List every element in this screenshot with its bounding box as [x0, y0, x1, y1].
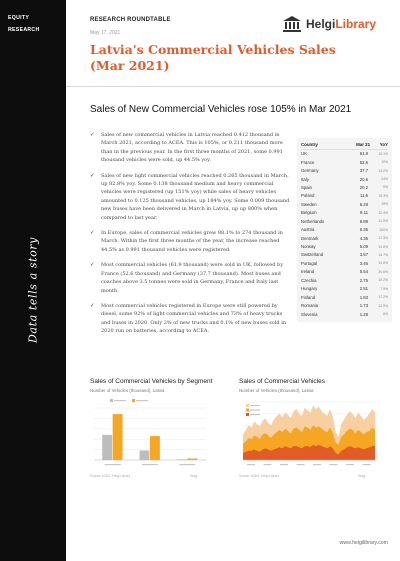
- table-row: [301, 175, 388, 183]
- category-label: [179, 464, 195, 465]
- sidebar-tagline: Data tells a story: [26, 237, 40, 343]
- country-cell: Slovenia: [301, 311, 318, 317]
- value-cell: 2.75: [359, 277, 369, 283]
- country-cell: Hungary: [301, 286, 318, 292]
- country-cell: Switzerland: [301, 252, 324, 258]
- report-title: [90, 42, 336, 74]
- table-body: [301, 150, 388, 319]
- value-cell: 8.89: [359, 218, 369, 224]
- country-cell: Poland: [301, 193, 315, 199]
- country-cell: Italy: [301, 176, 309, 182]
- check-icon: ✓: [90, 230, 95, 237]
- column-header-yoy: YoY: [370, 141, 388, 150]
- table-row: [301, 259, 388, 267]
- bullet-item: [90, 261, 293, 295]
- value-cell: 3.57: [359, 252, 369, 258]
- table-row: [301, 310, 388, 318]
- x-tick-label: [297, 464, 305, 465]
- chart-right-logo: Helgi: [358, 474, 366, 478]
- yoy-cell: 12.4%: [378, 210, 388, 215]
- legend-swatch: [246, 413, 249, 416]
- yoy-cell: 20.6%: [378, 269, 388, 274]
- bullet-text: In Europe, sales of commercial vehicles grew 88.1% to 274 thousand in March. Within the first three months of the year, the increase reached 44.5% as 0.991 thousand vehicles were registered.: [101, 230, 283, 253]
- value-cell: 5.09: [359, 244, 369, 250]
- country-cell: Romania: [301, 303, 319, 309]
- country-cell: Netherlands: [301, 218, 325, 224]
- value-cell: 11.6: [360, 193, 369, 199]
- legend-swatch: [110, 399, 113, 402]
- table-row: [301, 234, 388, 242]
- bullet-item: [90, 172, 293, 222]
- value-cell: 6.28: [359, 201, 369, 207]
- logo-wordmark: [306, 17, 376, 31]
- country-cell: Spain: [301, 184, 312, 190]
- bullet-item: [90, 131, 293, 165]
- yoy-cell: 9%: [383, 185, 388, 190]
- category-label: [142, 464, 158, 465]
- yoy-cell: 100%: [379, 227, 388, 232]
- category-label: [105, 464, 121, 465]
- value-cell: 6.35: [359, 227, 369, 233]
- bullet-text: Most commercial vehicles (61.9 thousand) were sold in UK, followed by France (52.6 thousand) and Germany (37.7 thousand). Most buses and coaches above 3.5 tonnes were sold in Germany, France and Italy last month.: [101, 262, 284, 294]
- country-cell: Finland: [301, 294, 316, 300]
- yoy-cell: 10.2%: [378, 278, 388, 283]
- check-icon: ✓: [90, 172, 95, 179]
- yoy-cell: 12.9%: [378, 303, 388, 308]
- sidebar: [0, 0, 66, 561]
- bar: [113, 414, 123, 460]
- legend-label: [250, 410, 260, 411]
- country-cell: Germany: [301, 168, 319, 174]
- chart-right-subtitle: Number of Vehicles (thousand), Latvia: [239, 388, 314, 393]
- chart-left-title: Sales of Commercial Vehicles by Segment: [90, 378, 213, 385]
- table-row: [301, 217, 388, 225]
- bar: [140, 450, 150, 460]
- legend-label: [250, 405, 260, 406]
- bullet-text: Sales of new light commercial vehicles reached 0.265 thousand in March, up 82.8% yoy. Some 0.138 thousand medium and heavy commercial vehicles were registered (up 151% yoy) while sales of heavy vehicles amounted to 0.125 thousand vehicles, up 184% yoy. Some 0.009 thousand new buses have been delivered in March in Latvia, up up 800% when compared to last year.: [101, 172, 290, 221]
- country-sales-table: [297, 138, 392, 322]
- country-cell: Norway: [301, 244, 316, 250]
- country-cell: Sweden: [301, 201, 317, 207]
- yoy-cell: 19.3%: [378, 193, 388, 198]
- column-header-value: Mar 21: [344, 141, 370, 150]
- yoy-cell: 10.6%: [378, 244, 388, 249]
- table-row: [301, 158, 388, 166]
- check-icon: ✓: [90, 302, 95, 309]
- table-row: [301, 209, 388, 217]
- table-header-row: [301, 141, 388, 150]
- report-category: [8, 12, 40, 36]
- table-row: [301, 268, 388, 276]
- x-tick-label: [330, 464, 338, 465]
- x-tick-label: [346, 464, 354, 465]
- yoy-cell: 6%: [383, 312, 388, 317]
- value-cell: 52.6: [359, 159, 369, 165]
- category-line-1: EQUITY: [8, 15, 30, 21]
- table-row: [301, 150, 388, 158]
- legend-label: [114, 400, 126, 401]
- yoy-cell: 10.6%: [378, 261, 388, 266]
- chart-left-logo: Helgi: [190, 474, 198, 478]
- country-cell: Belgium: [301, 210, 317, 216]
- header-divider: [66, 86, 400, 87]
- yoy-cell: 11.5%: [378, 219, 388, 224]
- country-cell: Czechia: [301, 277, 317, 283]
- table-row: [301, 301, 388, 309]
- value-cell: 9.11: [360, 210, 369, 216]
- bar: [102, 435, 112, 460]
- country-cell: UK: [301, 151, 307, 157]
- column-header-country: Country: [301, 141, 344, 150]
- chart-left-subtitle: Number of Vehicles (thousand), Latvia: [90, 388, 165, 393]
- x-tick-label: [247, 464, 255, 465]
- value-cell: 3.46: [359, 260, 369, 266]
- x-tick-label: [280, 464, 288, 465]
- category-line-2: RESEARCH: [8, 27, 40, 33]
- bullet-text: Most commercial vehicles registered in Europe were still powered by diesel, some 92% of light commercial vehicles and 73% of heavy trucks and buses in 2020. Only 2% of new trucks and 0.1% of new buses sold in 2020 run on batteries, according to ACEA.: [101, 302, 287, 335]
- country-cell: Ireland: [301, 269, 315, 275]
- value-cell: 5.54: [359, 269, 369, 275]
- country-cell: Portugal: [301, 260, 318, 266]
- value-cell: 37.7: [359, 168, 369, 174]
- bullet-text: Sales of new commercial vehicles in Latvia reached 0.412 thousand in March 2021, according to ACEA. This is 105%, or 0.211 thousand more than in the previous year. In the first three months of 2021, some 0.991 thousand vehicles were sold, up 44.5% yoy.: [101, 132, 283, 164]
- value-cell: 61.9: [359, 151, 369, 157]
- x-tick-label: [264, 464, 272, 465]
- footer-url[interactable]: www.helgilibrary.com: [339, 540, 388, 546]
- helgi-library-logo[interactable]: [282, 14, 392, 34]
- table-row: [301, 225, 388, 233]
- report-kicker: RESEARCH ROUNDTABLE: [90, 17, 171, 23]
- bullet-item: [90, 302, 293, 336]
- segment-bar-chart: [90, 396, 210, 470]
- legend-swatch: [132, 399, 135, 402]
- yoy-cell: 10%: [381, 160, 388, 165]
- legend-label: [250, 414, 260, 415]
- check-icon: ✓: [90, 132, 95, 138]
- bar: [150, 436, 160, 460]
- table-row: [301, 276, 388, 284]
- table-row: [301, 293, 388, 301]
- chart-right-source: Source: ACEA, Helgi Library: [239, 474, 280, 478]
- value-cell: 1.73: [359, 303, 369, 309]
- table-row: [301, 285, 388, 293]
- table-row: [301, 183, 388, 191]
- yoy-cell: 14.2%: [378, 168, 388, 173]
- x-tick-label: [363, 464, 371, 465]
- bullet-list: [90, 131, 293, 343]
- yoy-cell: 17.2%: [378, 295, 388, 300]
- table-row: [301, 192, 388, 200]
- sales-area-chart: [239, 396, 379, 470]
- section-headline: Sales of New Commercial Vehicles rose 105% in Mar 2021: [90, 104, 352, 115]
- country-cell: France: [301, 159, 315, 165]
- title-line-2: (Mar 2021): [90, 58, 170, 73]
- yoy-cell: 19%: [381, 202, 388, 207]
- value-cell: 1.83: [359, 294, 369, 300]
- table-row: [301, 166, 388, 174]
- value-cell: 20.2: [359, 184, 369, 190]
- table-row: [301, 200, 388, 208]
- country-cell: Austria: [301, 227, 315, 233]
- chart-left-source: Source: ACEA, Helgi Library: [90, 474, 131, 478]
- legend-swatch: [246, 404, 249, 407]
- value-cell: 20.6: [359, 176, 369, 182]
- value-cell: 4.35: [359, 235, 369, 241]
- bullet-item: [90, 229, 293, 254]
- title-line-1: Latvia's Commercial Vehicles Sales: [90, 42, 336, 57]
- value-cell: 1.28: [359, 311, 369, 317]
- report-date: May 17, 2021: [90, 30, 121, 36]
- legend-label: [136, 400, 148, 401]
- yoy-cell: 7.9%: [380, 286, 388, 291]
- table-row: [301, 251, 388, 259]
- building-columns-icon: [282, 15, 302, 33]
- x-tick-label: [313, 464, 321, 465]
- chart-right-title: Sales of Commercial Vehicles: [239, 378, 325, 385]
- country-cell: Denmark: [301, 235, 319, 241]
- table-row: [301, 242, 388, 250]
- yoy-cell: 24%: [381, 177, 388, 182]
- yoy-cell: 14.7%: [378, 252, 388, 257]
- logo-text-accent: Library: [335, 17, 377, 31]
- yoy-cell: 17.3%: [378, 236, 388, 241]
- check-icon: ✓: [90, 262, 95, 269]
- yoy-cell: 10.1%: [378, 151, 388, 156]
- logo-text-main: Helgi: [306, 17, 336, 31]
- value-cell: 2.51: [359, 286, 369, 292]
- legend-swatch: [246, 409, 249, 412]
